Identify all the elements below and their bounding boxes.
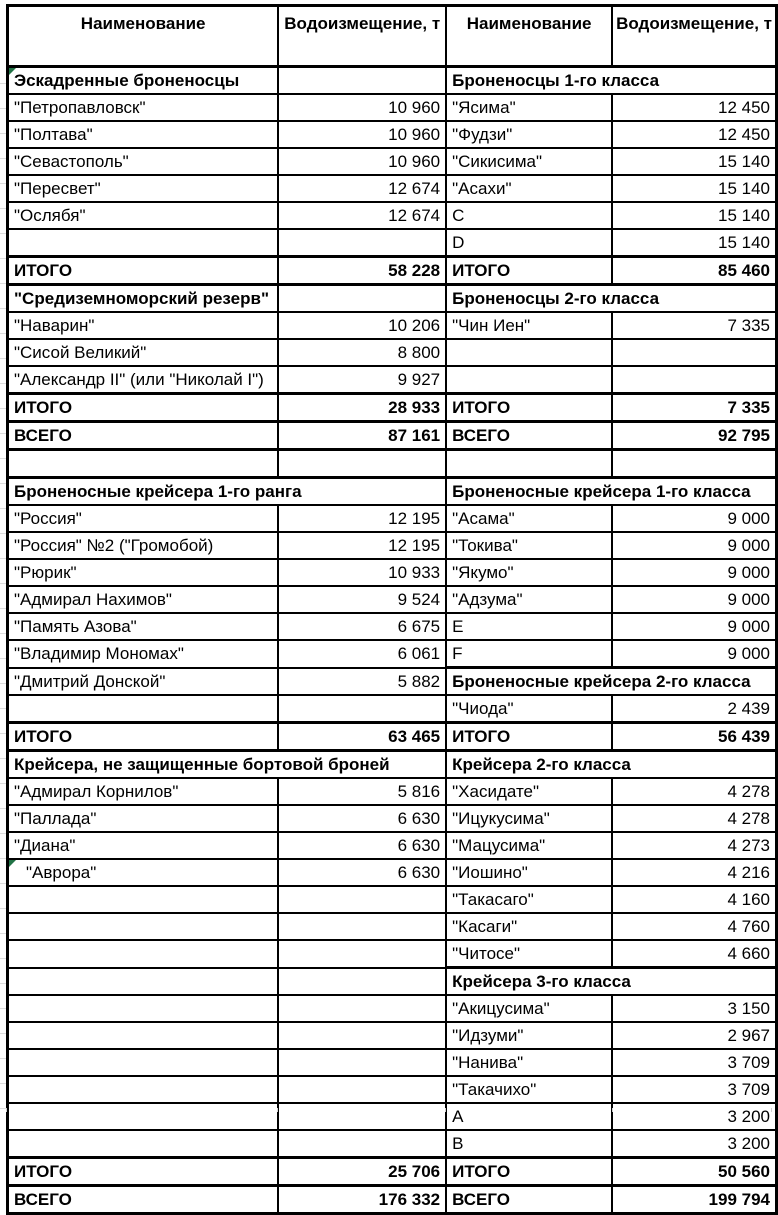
- ship-name-cell[interactable]: "Асама": [446, 505, 612, 532]
- section-header-cell[interactable]: Эскадренные броненосцы: [8, 67, 279, 95]
- table-row: [8, 640, 777, 668]
- ship-name-cell[interactable]: "Адмирал Корнилов": [8, 778, 279, 805]
- total-label-cell[interactable]: ИТОГО: [446, 394, 612, 422]
- displacement-value-cell[interactable]: 15 140: [612, 202, 776, 229]
- ship-name-cell[interactable]: F: [446, 640, 612, 668]
- total-value-cell[interactable]: 28 933: [278, 394, 446, 422]
- table-row: [8, 668, 777, 696]
- displacement-value-cell[interactable]: 9 927: [278, 366, 446, 394]
- empty-cell[interactable]: [8, 1022, 279, 1049]
- ship-name-cell[interactable]: "Такачихо": [446, 1076, 612, 1103]
- displacement-value-cell[interactable]: 9 000: [612, 613, 776, 640]
- total-label-cell[interactable]: ВСЕГО: [446, 422, 612, 450]
- total-value-cell[interactable]: 87 161: [278, 422, 446, 450]
- empty-cell[interactable]: [8, 995, 279, 1022]
- table-row: [8, 121, 777, 148]
- empty-cell[interactable]: [8, 1049, 279, 1076]
- total-label-cell[interactable]: ИТОГО: [8, 257, 279, 285]
- table-row: [8, 1076, 777, 1103]
- gridline-tick: [6, 1108, 7, 1112]
- ship-name-cell[interactable]: "Наварин": [8, 312, 279, 339]
- displacement-value-cell[interactable]: 9 000: [612, 559, 776, 586]
- ship-name-cell[interactable]: "Асахи": [446, 175, 612, 202]
- displacement-value-cell[interactable]: 15 140: [612, 229, 776, 257]
- displacement-value-cell[interactable]: 6 630: [278, 805, 446, 832]
- empty-cell[interactable]: [278, 913, 446, 940]
- displacement-value-cell[interactable]: 4 216: [612, 859, 776, 886]
- table-row: [8, 229, 777, 257]
- ship-name-cell[interactable]: A: [446, 1103, 612, 1130]
- ship-displacement-table: [6, 4, 778, 1215]
- table-row: [8, 339, 777, 366]
- ship-name-cell[interactable]: "Иошино": [446, 859, 612, 886]
- total-value-cell[interactable]: 176 332: [278, 1186, 446, 1214]
- gridline-tick: [771, 1108, 772, 1112]
- ship-name-cell[interactable]: "Ицукусима": [446, 805, 612, 832]
- ship-name-cell[interactable]: "Полтава": [8, 121, 279, 148]
- ship-name-cell[interactable]: "Чин Иен": [446, 312, 612, 339]
- empty-cell[interactable]: [278, 450, 446, 478]
- ship-name-cell[interactable]: "Ясима": [446, 94, 612, 121]
- displacement-value-cell[interactable]: 10 960: [278, 121, 446, 148]
- displacement-value-cell[interactable]: 9 000: [612, 640, 776, 668]
- displacement-value-cell[interactable]: 8 800: [278, 339, 446, 366]
- table-row: [8, 478, 777, 506]
- table-row: [8, 312, 777, 339]
- displacement-value-cell[interactable]: 12 195: [278, 505, 446, 532]
- total-value-cell[interactable]: 92 795: [612, 422, 776, 450]
- empty-cell[interactable]: [278, 968, 446, 996]
- displacement-value-cell[interactable]: 9 000: [612, 586, 776, 613]
- empty-cell[interactable]: [446, 339, 612, 366]
- displacement-value-cell[interactable]: 4 278: [612, 778, 776, 805]
- total-value-cell[interactable]: 63 465: [278, 723, 446, 751]
- column-header-displacement-right[interactable]: Водоизмещение, т: [612, 6, 776, 67]
- table-row: [8, 202, 777, 229]
- displacement-value-cell[interactable]: 15 140: [612, 148, 776, 175]
- ship-name-cell[interactable]: "Дмитрий Донской": [8, 668, 279, 696]
- table-row: [8, 913, 777, 940]
- displacement-value-cell[interactable]: 4 660: [612, 940, 776, 968]
- empty-cell[interactable]: [278, 285, 446, 313]
- ship-name-cell[interactable]: "Россия" №2 ("Громобой): [8, 532, 279, 559]
- displacement-value-cell[interactable]: 6 630: [278, 859, 446, 886]
- section-header-cell[interactable]: Броненосцы 2-го класса: [446, 285, 776, 313]
- table-row: [8, 751, 777, 779]
- empty-cell[interactable]: [8, 450, 279, 478]
- displacement-value-cell[interactable]: 7 335: [612, 312, 776, 339]
- total-value-cell[interactable]: 25 706: [278, 1158, 446, 1186]
- table-row: [8, 1158, 777, 1186]
- table-row: [8, 394, 777, 422]
- gridline-tick: [445, 1108, 446, 1112]
- displacement-value-cell[interactable]: 4 278: [612, 805, 776, 832]
- total-label-cell[interactable]: ИТОГО: [446, 1158, 612, 1186]
- empty-cell[interactable]: [278, 67, 446, 95]
- ship-name-cell[interactable]: "Касаги": [446, 913, 612, 940]
- total-label-cell[interactable]: ВСЕГО: [446, 1186, 612, 1214]
- gridline-tick: [277, 1108, 278, 1112]
- ship-name-cell[interactable]: "Идзуми": [446, 1022, 612, 1049]
- empty-cell[interactable]: [8, 695, 279, 723]
- table-row: [8, 586, 777, 613]
- displacement-value-cell[interactable]: 6 630: [278, 832, 446, 859]
- table-row: [8, 505, 777, 532]
- section-header-cell[interactable]: Крейсера 2-го класса: [446, 751, 776, 779]
- displacement-value-cell[interactable]: 12 674: [278, 202, 446, 229]
- ship-name-cell[interactable]: E: [446, 613, 612, 640]
- ship-name-cell[interactable]: "Рюрик": [8, 559, 279, 586]
- total-value-cell[interactable]: 58 228: [278, 257, 446, 285]
- table-row: [8, 778, 777, 805]
- empty-cell[interactable]: [8, 1130, 279, 1158]
- total-value-cell[interactable]: 199 794: [612, 1186, 776, 1214]
- total-value-cell[interactable]: 85 460: [612, 257, 776, 285]
- empty-cell[interactable]: [8, 229, 279, 257]
- displacement-value-cell[interactable]: 3 200: [612, 1103, 776, 1130]
- section-header-cell[interactable]: Броненосцы 1-го класса: [446, 67, 776, 95]
- empty-cell[interactable]: [8, 968, 279, 996]
- ship-name-cell[interactable]: "Читосе": [446, 940, 612, 968]
- displacement-value-cell[interactable]: 12 674: [278, 175, 446, 202]
- ship-name-cell[interactable]: "Ослябя": [8, 202, 279, 229]
- cell-error-flag-icon: [9, 68, 16, 75]
- table-row: [8, 175, 777, 202]
- empty-cell[interactable]: [278, 229, 446, 257]
- table-row: [8, 285, 777, 313]
- cell-error-flag-icon: [9, 860, 16, 867]
- ship-name-cell[interactable]: "Акицусима": [446, 995, 612, 1022]
- empty-cell[interactable]: [278, 1130, 446, 1158]
- displacement-value-cell[interactable]: 12 450: [612, 94, 776, 121]
- table-row: [8, 940, 777, 968]
- ship-name-cell[interactable]: "Адзума": [446, 586, 612, 613]
- total-label-cell[interactable]: ИТОГО: [446, 723, 612, 751]
- displacement-value-cell[interactable]: 10 960: [278, 148, 446, 175]
- ship-name-cell[interactable]: "Якумо": [446, 559, 612, 586]
- displacement-value-cell[interactable]: 4 760: [612, 913, 776, 940]
- empty-cell[interactable]: [446, 450, 612, 478]
- section-header-cell[interactable]: Крейсера 3-го класса: [446, 968, 776, 996]
- ship-name-cell[interactable]: "Севастополь": [8, 148, 279, 175]
- table-row: [8, 559, 777, 586]
- empty-cell[interactable]: [612, 339, 776, 366]
- table-row: [8, 968, 777, 996]
- ship-name-cell[interactable]: "Нанива": [446, 1049, 612, 1076]
- empty-cell[interactable]: [8, 940, 279, 968]
- displacement-value-cell[interactable]: 4 160: [612, 886, 776, 913]
- table-row: [8, 450, 777, 478]
- column-header-displacement-left[interactable]: Водоизмещение, т: [278, 6, 446, 67]
- empty-cell[interactable]: [278, 1022, 446, 1049]
- table-row: [8, 148, 777, 175]
- total-label-cell[interactable]: ИТОГО: [8, 394, 279, 422]
- total-label-cell[interactable]: ИТОГО: [8, 723, 279, 751]
- table-row: [8, 886, 777, 913]
- displacement-value-cell[interactable]: 3 150: [612, 995, 776, 1022]
- table-row: [8, 257, 777, 285]
- table-row: [8, 1049, 777, 1076]
- empty-cell[interactable]: [446, 366, 612, 394]
- empty-cell[interactable]: [278, 1076, 446, 1103]
- ship-name-cell[interactable]: "Пересвет": [8, 175, 279, 202]
- displacement-value-cell[interactable]: 9 000: [612, 505, 776, 532]
- table-row: [8, 695, 777, 723]
- ship-name-cell[interactable]: "Токива": [446, 532, 612, 559]
- ship-name-cell[interactable]: "Владимир Мономах": [8, 640, 279, 668]
- table-row: [8, 94, 777, 121]
- section-header-cell[interactable]: Броненосные крейсера 1-го класса: [446, 478, 776, 506]
- displacement-value-cell[interactable]: 6 061: [278, 640, 446, 668]
- ship-name-cell[interactable]: C: [446, 202, 612, 229]
- displacement-value-cell[interactable]: 10 206: [278, 312, 446, 339]
- ship-name-cell[interactable]: "Петропавловск": [8, 94, 279, 121]
- ship-name-cell[interactable]: D: [446, 229, 612, 257]
- displacement-value-cell[interactable]: 5 882: [278, 668, 446, 696]
- empty-cell[interactable]: [278, 886, 446, 913]
- ship-name-cell[interactable]: "Мацусима": [446, 832, 612, 859]
- ship-name-cell[interactable]: "Чиода": [446, 695, 612, 723]
- ship-name-cell[interactable]: "Сикисима": [446, 148, 612, 175]
- column-header-name-right[interactable]: Наименование: [446, 6, 612, 67]
- table-row: [8, 1022, 777, 1049]
- column-header-name-left[interactable]: Наименование: [8, 6, 279, 67]
- section-header-cell[interactable]: Крейсера, не защищенные бортовой броней: [8, 751, 447, 779]
- section-header-cell[interactable]: Броненосные крейсера 2-го класса: [446, 668, 776, 696]
- table-row: [8, 422, 777, 450]
- displacement-value-cell[interactable]: 5 816: [278, 778, 446, 805]
- empty-cell[interactable]: [612, 450, 776, 478]
- table-row: [8, 67, 777, 95]
- table-row: [8, 995, 777, 1022]
- table-row: [8, 805, 777, 832]
- empty-cell[interactable]: [278, 995, 446, 1022]
- ship-name-cell[interactable]: "Хасидате": [446, 778, 612, 805]
- total-value-cell[interactable]: 50 560: [612, 1158, 776, 1186]
- displacement-value-cell[interactable]: 2 439: [612, 695, 776, 723]
- displacement-value-cell[interactable]: 12 450: [612, 121, 776, 148]
- table-row: [8, 532, 777, 559]
- table-row: [8, 859, 777, 886]
- header-row: [8, 6, 777, 67]
- section-header-cell[interactable]: Броненосные крейсера 1-го ранга: [8, 478, 447, 506]
- gridline-tick: [612, 1108, 613, 1112]
- displacement-value-cell[interactable]: 10 933: [278, 559, 446, 586]
- ship-name-cell[interactable]: "Диана": [8, 832, 279, 859]
- section-header-cell[interactable]: "Средиземноморский резерв": [8, 285, 279, 313]
- total-label-cell[interactable]: ИТОГО: [8, 1158, 279, 1186]
- empty-cell[interactable]: [278, 695, 446, 723]
- ship-name-cell[interactable]: "Фудзи": [446, 121, 612, 148]
- table-row: [8, 832, 777, 859]
- displacement-value-cell[interactable]: 6 675: [278, 613, 446, 640]
- ship-name-cell[interactable]: B: [446, 1130, 612, 1158]
- ship-name-cell[interactable]: "Адмирал Нахимов": [8, 586, 279, 613]
- displacement-value-cell[interactable]: 3 200: [612, 1130, 776, 1158]
- empty-cell[interactable]: [612, 366, 776, 394]
- ship-name-cell[interactable]: "Такасаго": [446, 886, 612, 913]
- total-label-cell[interactable]: ИТОГО: [446, 257, 612, 285]
- table-row: [8, 613, 777, 640]
- ship-name-cell[interactable]: "Александр II" (или "Николай I"): [8, 366, 279, 394]
- displacement-value-cell[interactable]: 3 709: [612, 1049, 776, 1076]
- empty-cell[interactable]: [8, 886, 279, 913]
- table-row: [8, 366, 777, 394]
- displacement-value-cell[interactable]: 2 967: [612, 1022, 776, 1049]
- ship-name-cell[interactable]: "Паллада": [8, 805, 279, 832]
- table-row: [8, 723, 777, 751]
- displacement-value-cell[interactable]: 10 960: [278, 94, 446, 121]
- displacement-value-cell[interactable]: 9 524: [278, 586, 446, 613]
- displacement-value-cell[interactable]: 12 195: [278, 532, 446, 559]
- empty-cell[interactable]: [278, 940, 446, 968]
- ship-name-cell[interactable]: "Память Азова": [8, 613, 279, 640]
- total-label-cell[interactable]: ВСЕГО: [8, 1186, 279, 1214]
- total-label-cell[interactable]: ВСЕГО: [8, 422, 279, 450]
- ship-name-cell[interactable]: "Аврора": [8, 859, 279, 886]
- displacement-value-cell[interactable]: 3 709: [612, 1076, 776, 1103]
- table-row: [8, 1130, 777, 1158]
- ship-name-cell[interactable]: "Россия": [8, 505, 279, 532]
- bottom-gridline-ticks: [0, 1108, 778, 1112]
- ship-name-cell[interactable]: "Сисой Великий": [8, 339, 279, 366]
- displacement-value-cell[interactable]: 15 140: [612, 175, 776, 202]
- empty-cell[interactable]: [8, 1076, 279, 1103]
- total-value-cell[interactable]: 7 335: [612, 394, 776, 422]
- empty-cell[interactable]: [278, 1049, 446, 1076]
- empty-cell[interactable]: [8, 913, 279, 940]
- total-value-cell[interactable]: 56 439: [612, 723, 776, 751]
- displacement-value-cell[interactable]: 9 000: [612, 532, 776, 559]
- displacement-value-cell[interactable]: 4 273: [612, 832, 776, 859]
- table-row: [8, 1186, 777, 1214]
